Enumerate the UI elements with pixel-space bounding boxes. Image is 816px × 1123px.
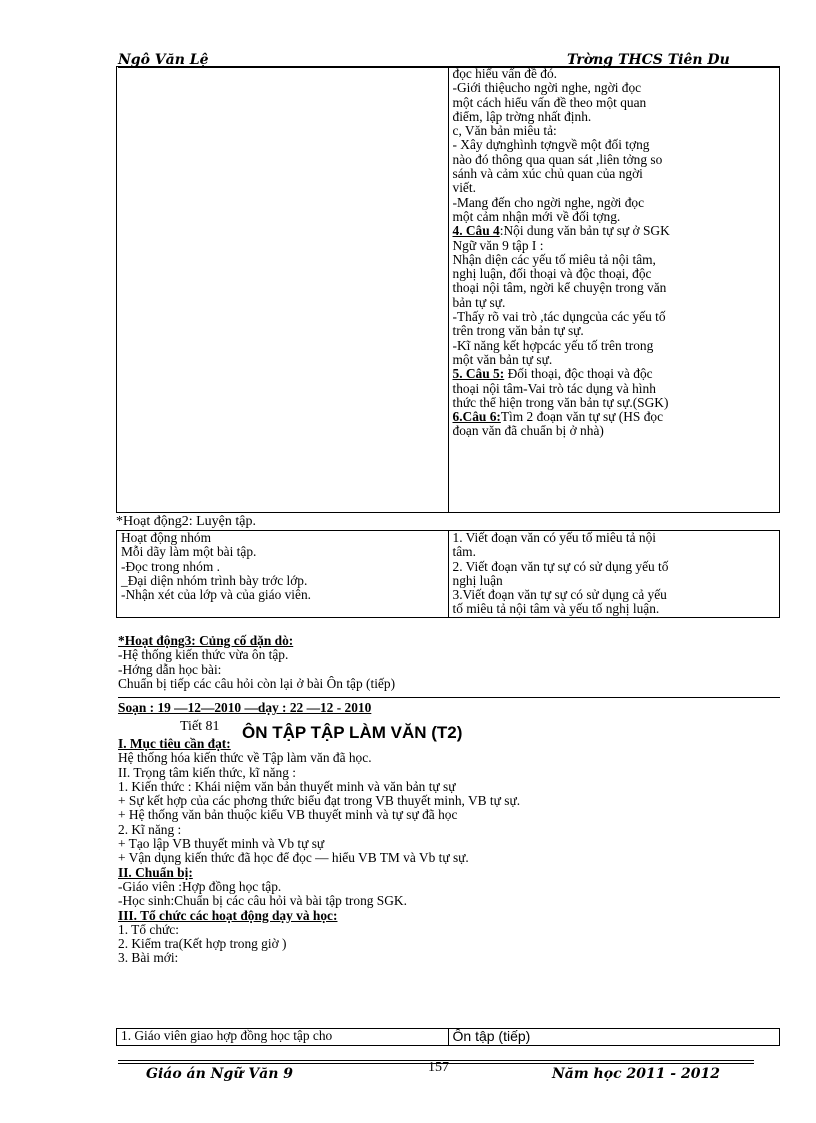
activity3-line: Chuẩn bị tiếp các câu hỏi còn lại ở bài Ôn tập (tiếp) (118, 675, 396, 691)
t1-line: -Mang đến cho ngời nghe, ngời đọc (452, 194, 645, 210)
body-line: + Sự kết hợp của các phơng thức biểu đạt trong VB thuyết minh, VB tự sự. (118, 793, 521, 809)
footer-title: Giáo án Ngữ Văn 9 (146, 1066, 294, 1082)
t1-line: Nhận diện các yếu tố miêu tả nội tâm, (452, 251, 656, 267)
t2-right-line: 2. Viết đoạn văn tự sự có sử dụng yếu tố (452, 558, 669, 574)
lesson-table-bottom (116, 1028, 780, 1046)
q5-line-1: 5. Câu 5: Đối thoại, độc thoại và độc (452, 366, 653, 382)
activity3-line: -Hớng dẫn học bài: (118, 661, 222, 677)
body-line: Hệ thống hóa kiến thức về Tập làm văn đã học. (118, 750, 372, 766)
t2-left-line: -Nhận xét của lớp và của giáo viên. (121, 587, 312, 603)
q6-line-1: 6.Câu 6:Tìm 2 đoạn văn tự sự (HS đọc (452, 409, 664, 425)
table2-left-cell (117, 531, 449, 618)
lesson-body (118, 737, 520, 966)
header-school: Trờng THCS Tiên Du (567, 52, 730, 68)
t1-line: thoại nội tâm-Vai trò tác dụng và hình (452, 380, 656, 396)
t1-line: nghị luận, đối thoại và độc thoại, độc (452, 266, 652, 282)
q5-label: 5. Câu 5: (452, 366, 505, 382)
lesson-number: Tiết 81 (180, 719, 220, 734)
t1-line: đọc hiểu vấn đề đó. (452, 66, 557, 81)
t2-right-line: 3.Viết đoạn văn tự sự có sử dụng cả yếu (452, 587, 667, 603)
t1-line: -Kĩ năng kết hợpcác yếu tố trên trong (452, 337, 654, 353)
t1-line: - Xây dựnghình tợngvề một đối tợng (452, 137, 650, 153)
lesson-table-top (116, 66, 780, 513)
activity3-heading: *Hoạt động3: Củng cố dặn dò: (118, 633, 294, 648)
q4-label: 4. Câu 4 (452, 223, 500, 239)
to-chuc-heading: III. Tổ chức các hoạt động dạy và học: (118, 907, 338, 923)
to-chuc-line: 2. Kiểm tra(Kết hợp trong giờ ) (118, 936, 287, 952)
q4-line-1: 4. Câu 4:Nội dung văn bản tự sự ở SGK (452, 223, 670, 239)
header-author: Ngô Văn Lệ (118, 52, 209, 68)
activity3-block (118, 634, 395, 691)
t1-line: một cảm nhận mới về đối tợng. (452, 208, 621, 224)
t1-line: bản tự sự. (452, 294, 506, 310)
t1-line: đoạn văn đã chuẩn bị ở nhà) (452, 423, 604, 439)
t1-line: trên trong văn bản tự sự. (452, 323, 584, 339)
body-line: + Vận dụng kiến thức đã học để đọc — hiểu VB TM và Vb tự sự. (118, 850, 469, 866)
t1-line: viết. (452, 180, 476, 196)
t2-left-line: _Đại diện nhóm trình bày trớc lớp. (121, 572, 308, 588)
t2-right-line: 1. Viết đoạn văn có yếu tố miêu tả nội (452, 530, 656, 545)
t1-line: nào đó thông qua quan sát ,liên tởng so (452, 151, 663, 167)
t2-right-line: tố miêu tả nội tâm và yếu tố nghị luận. (452, 601, 660, 617)
table3-right-cell: Ôn tập (tiếp) (448, 1029, 780, 1046)
page-number: 157 (428, 1060, 449, 1075)
t2-left-line: Mỗi dãy làm một bài tập. (121, 544, 257, 560)
to-chuc-line: 3. Bài mới: (118, 950, 179, 966)
body-line: + Hệ thống văn bản thuộc kiểu VB thuyết minh và tự sự đã học (118, 807, 458, 823)
t1-line: sánh và cảm xúc chủ quan của ngời (452, 166, 643, 182)
t2-right-line: tâm. (452, 544, 476, 560)
body-line: II. Trọng tâm kiến thức, kĩ năng : (118, 764, 296, 780)
t1-line: một cách hiểu vấn đề theo một quan (452, 94, 647, 110)
t2-left-line: -Đọc trong nhóm . (121, 558, 220, 574)
footer-year: Năm học 2011 - 2012 (552, 1066, 720, 1082)
t1-line: c, Văn bản miêu tả: (452, 123, 557, 139)
t1-line: -Giới thiệucho ngời nghe, ngời đọc (452, 80, 642, 96)
table2-right-cell (448, 531, 780, 618)
chuan-bi-line: -Học sinh:Chuẩn bị các câu hỏi và bài tập trong SGK. (118, 893, 407, 909)
section-rule (118, 697, 780, 698)
table3-left-cell: 1. Giáo viên giao hợp đồng học tập cho (117, 1029, 449, 1046)
body-line: 2. Kĩ năng : (118, 821, 182, 837)
t2-left-line: Hoạt động nhóm (121, 530, 212, 545)
activity3-line: -Hệ thống kiến thức vừa ôn tập. (118, 647, 289, 663)
t1-line: -Thấy rõ vai trò ,tác dụngcủa các yếu tố (452, 309, 666, 325)
practice-table (116, 530, 780, 618)
body-line: + Tạo lập VB thuyết minh và Vb tự sự (118, 836, 325, 852)
soan-day-line: Soạn : 19 —12—2010 —dạy : 22 —12 - 2010 (118, 700, 372, 715)
t2-right-line: nghị luận (452, 572, 503, 588)
to-chuc-line: 1. Tổ chức: (118, 921, 179, 937)
t1-line: một văn bản tự sự. (452, 351, 553, 367)
t1-line: Ngữ văn 9 tập I : (452, 237, 544, 253)
t1-line: thức thể hiện trong văn bản tự sự.(SGK) (452, 394, 669, 410)
activity2-heading: *Hoạt động2: Luyện tập. (116, 514, 256, 529)
table1-right-cell (448, 67, 780, 513)
lesson-title: ÔN TẬP TẬP LÀM VĂN (T2) (242, 723, 463, 742)
chuan-bi-heading: II. Chuẩn bị: (118, 864, 193, 880)
t1-line: thoại nội tâm, ngời kể chuyện trong văn (452, 280, 667, 296)
muc-tieu-heading: I. Mục tiêu cần đạt: (118, 736, 231, 751)
chuan-bi-line: -Giáo viên :Hợp đồng học tập. (118, 878, 282, 894)
t1-line: điểm, lập trờng nhất định. (452, 108, 592, 124)
q6-label: 6.Câu 6: (452, 409, 501, 425)
body-line: 1. Kiến thức : Khái niệm văn bản thuyết minh và văn bản tự sự (118, 778, 456, 794)
table1-left-cell (117, 67, 449, 513)
